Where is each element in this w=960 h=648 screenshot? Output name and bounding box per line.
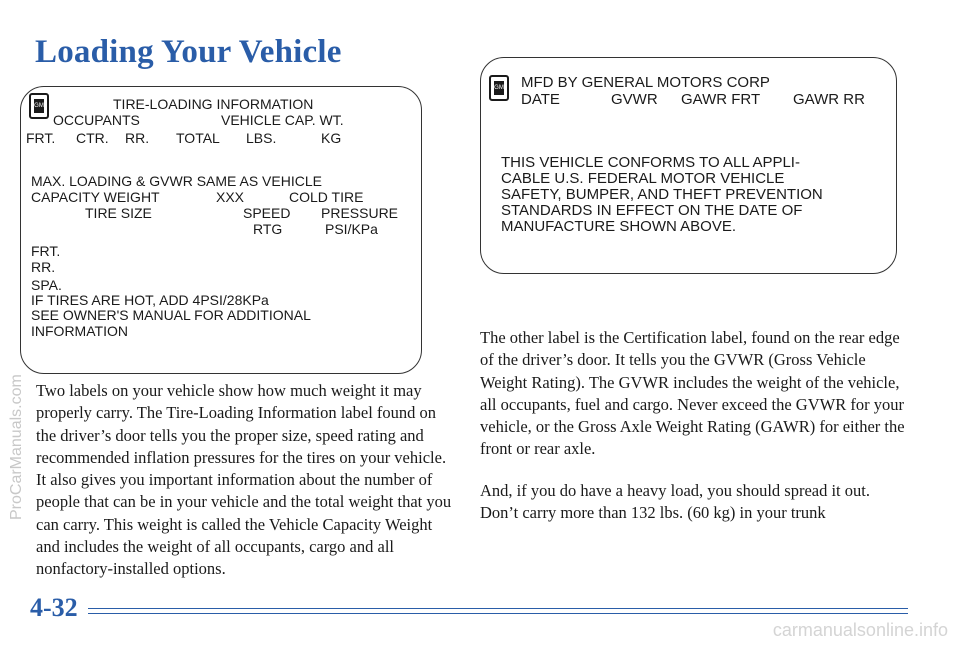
- certification-label: [480, 57, 897, 274]
- information-note: INFORMATION: [31, 323, 128, 339]
- psi-kpa-header: PSI/KPa: [325, 221, 378, 237]
- xxx-value: XXX: [216, 189, 245, 205]
- see-manual-note: SEE OWNER'S MANUAL FOR ADDITIONAL: [31, 307, 311, 323]
- page-title: Loading Your Vehicle: [35, 34, 342, 70]
- gm-logo-icon: GM: [29, 93, 49, 119]
- conform-line-4: STANDARDS IN EFFECT ON THE DATE OF: [501, 202, 803, 219]
- mfd-line: MFD BY GENERAL MOTORS CORP: [521, 74, 770, 91]
- right-body-paragraph-2: And, if you do have a heavy load, you should spread it out. Don’t carry more than 132 lbs. (60 kg) in your trunk: [480, 481, 870, 523]
- frt-row: FRT.: [31, 243, 61, 259]
- rr-column: RR.: [125, 130, 150, 146]
- max-loading-line: MAX. LOADING & GVWR SAME AS VEHICLE: [31, 173, 322, 189]
- gawr-rr-field: GAWR RR: [793, 91, 865, 108]
- tire-size-header: TIRE SIZE: [85, 205, 152, 221]
- rr-row: RR.: [31, 259, 56, 275]
- pressure-header: PRESSURE: [321, 205, 399, 221]
- page-number: 4-32: [30, 593, 78, 622]
- left-body-paragraph: Two labels on your vehicle show how much weight it may properly carry. The Tire-Loading Information label found on the driver’s door tells you the proper size, speed rating and recommended inflation pressures for the tires on your vehicle. It also gives you important information about the number of people that can be in your vehicle and the total weight that you can carry. This weight is called the Vehicle Capacity Weight and includes the weight of all occupants, cargo and all nonfactory-installed options.: [36, 381, 452, 579]
- spa-row: SPA.: [31, 277, 62, 293]
- conform-line-3: SAFETY, BUMPER, AND THEFT PREVENTION: [501, 186, 823, 203]
- lbs-column: LBS.: [246, 130, 277, 146]
- tire-label-heading: TIRE-LOADING INFORMATION: [113, 96, 314, 112]
- total-column: TOTAL: [176, 130, 220, 146]
- ctr-column: CTR.: [76, 130, 109, 146]
- rtg-header: RTG: [253, 221, 283, 237]
- tire-loading-label: [20, 86, 422, 374]
- occupants-label: OCCUPANTS: [53, 112, 140, 128]
- conform-line-1: THIS VEHICLE CONFORMS TO ALL APPLI-: [501, 154, 800, 171]
- right-body-paragraph-1: The other label is the Certification label, found on the rear edge of the driver’s door. It tells you the GVWR (Gross Vehicle Weight Rating). The GVWR includes the weight of the vehicle, all occupants, fuel and cargo. Never exceed the GVWR for your vehicle, or the Gross Axle Weight Rating (GAWR) for either the front or rear axle.: [480, 328, 905, 459]
- conform-line-5: MANUFACTURE SHOWN ABOVE.: [501, 218, 737, 235]
- gawr-frt-field: GAWR FRT: [681, 91, 761, 108]
- frt-column: FRT.: [26, 130, 56, 146]
- conform-line-2: CABLE U.S. FEDERAL MOTOR VEHICLE: [501, 170, 785, 187]
- speed-header: SPEED: [243, 205, 291, 221]
- kg-column: KG: [321, 130, 342, 146]
- side-watermark: ProCarManuals.com: [8, 374, 25, 520]
- cold-tire-label: COLD TIRE: [289, 189, 364, 205]
- date-field: DATE: [521, 91, 560, 108]
- bottom-watermark: carmanualsonline.info: [772, 620, 948, 640]
- vehicle-cap-label: VEHICLE CAP. WT.: [221, 112, 344, 128]
- footer-rule: [88, 608, 908, 614]
- gvwr-field: GVWR: [611, 91, 658, 108]
- hot-tire-note: IF TIRES ARE HOT, ADD 4PSI/28KPa: [31, 292, 269, 308]
- gm-logo-icon: GM: [489, 75, 509, 101]
- capacity-weight-label: CAPACITY WEIGHT: [31, 189, 160, 205]
